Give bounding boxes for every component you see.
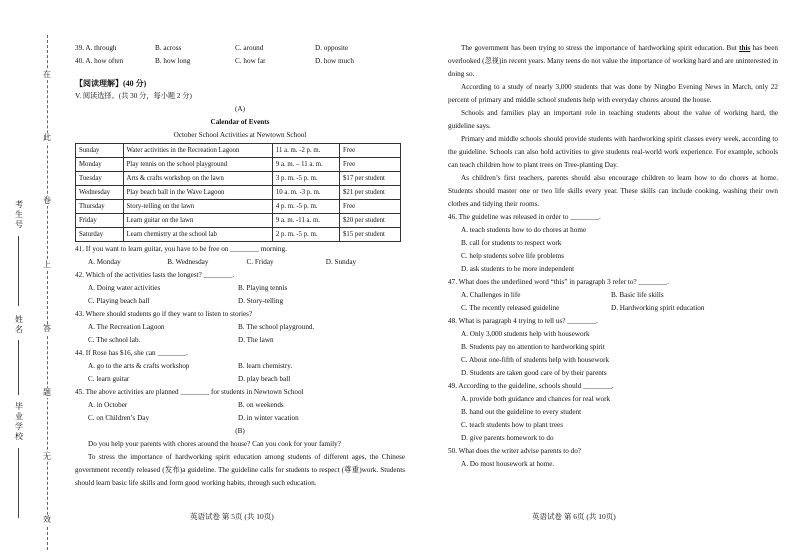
table-cell: Story-telling on the lawn bbox=[123, 200, 272, 214]
underlined-word: this bbox=[739, 44, 751, 52]
exam-number-label: 考生号 bbox=[15, 200, 23, 229]
option: C. About one-fifth of students help with housework bbox=[461, 356, 610, 364]
table-cell: Friday bbox=[76, 214, 124, 228]
option: B. Students pay no attention to hardworking spirit bbox=[461, 343, 605, 351]
option: D. The lawn bbox=[238, 336, 274, 344]
option: C. teach students how to plant trees bbox=[461, 421, 564, 429]
seal-char: 答 bbox=[43, 324, 51, 333]
question-48: 48. What is paragraph 4 trying to tell us? ________. bbox=[448, 317, 598, 325]
question-46: 46. The guideline was released in order to ________. bbox=[448, 213, 601, 221]
option: 40. A. how often bbox=[75, 57, 124, 65]
section-subtitle: V. 阅读选择。(共 30 分，每小题 2 分) bbox=[75, 92, 192, 100]
table-cell: 9 a. m. – 11 a. m. bbox=[272, 158, 339, 172]
table-cell: Tuesday bbox=[76, 172, 124, 186]
option: D. in winter vacation bbox=[238, 414, 299, 422]
table-cell: 3 p. m. -5 p. m. bbox=[272, 172, 339, 186]
name-line bbox=[18, 340, 19, 395]
option: D. Sunday bbox=[325, 258, 357, 266]
question-42-options bbox=[75, 282, 405, 295]
table-cell: Thursday bbox=[76, 200, 124, 214]
option: D. opposite bbox=[315, 44, 349, 52]
school-label: 毕业学校 bbox=[15, 402, 23, 441]
table-row bbox=[76, 158, 401, 172]
seal-char: 无 bbox=[43, 452, 51, 461]
table-row bbox=[76, 186, 401, 200]
question-43-options bbox=[75, 334, 405, 347]
table-cell: $17 per student bbox=[340, 172, 401, 186]
table-row bbox=[76, 228, 401, 242]
paragraph bbox=[448, 42, 778, 81]
option: B. Playing tennis bbox=[238, 284, 288, 292]
question-45-options bbox=[75, 399, 405, 412]
paragraph: Primary and middle schools should provide students with hardworking spirit classes every week, according to the guideline. Schools can also hold activities to give students real-world work experience. For example, schools can teach children how to plant trees on Tree-planting Day. bbox=[448, 135, 778, 169]
option: B. hand out the guideline to every student bbox=[461, 408, 582, 416]
option: A. Only 3,000 students help with housework bbox=[461, 330, 590, 338]
option: A. go to the arts & crafts workshop bbox=[88, 362, 190, 370]
calendar-title: Calendar of Events bbox=[210, 118, 270, 126]
table-cell: Water activities in the Recreation Lagoon bbox=[123, 144, 272, 158]
option: B. The school playground. bbox=[238, 323, 315, 331]
question-43: 43. Where should students go if they want to listen to stories? bbox=[75, 310, 253, 318]
question-49: 49. According to the guideline, schools should ________. bbox=[448, 382, 614, 390]
table-row bbox=[76, 214, 401, 228]
option: C. on Children’s Day bbox=[88, 414, 150, 422]
option: A. Monday bbox=[88, 258, 121, 266]
table-cell: Wednesday bbox=[76, 186, 124, 200]
table-cell: Monday bbox=[76, 158, 124, 172]
question-44: 44. If Rose has $16, she can ________. bbox=[75, 349, 188, 357]
option: D. Story-telling bbox=[238, 297, 284, 305]
table-cell: $20 per student bbox=[340, 214, 401, 228]
option: D. ask students to be more independent bbox=[461, 265, 575, 273]
seal-char: 卷 bbox=[43, 196, 51, 205]
seal-char: 此 bbox=[43, 133, 51, 142]
option: C. help students solve life problems bbox=[461, 252, 565, 260]
table-row bbox=[76, 172, 401, 186]
table-cell: Play beach ball in the Wave Lagoon bbox=[123, 186, 272, 200]
option: C. Friday bbox=[246, 258, 274, 266]
option: C. how far bbox=[235, 57, 266, 65]
table-cell: Saturday bbox=[76, 228, 124, 242]
table-row bbox=[76, 144, 401, 158]
option: C. Playing beach ball bbox=[88, 297, 150, 305]
table-cell: Free bbox=[340, 158, 401, 172]
table-cell: Play tennis on the school playground bbox=[123, 158, 272, 172]
exam-number-line bbox=[18, 236, 19, 306]
paragraph: Do you help your parents with chores around the house? Can you cook for your family? bbox=[88, 440, 341, 448]
name-label: 姓名 bbox=[15, 315, 23, 334]
option: D. how much bbox=[315, 57, 354, 65]
table-cell: Learn chemistry at the school lab bbox=[123, 228, 272, 242]
page-footer: 英语试卷 第 6页 (共 10页) bbox=[532, 512, 616, 521]
school-line bbox=[18, 448, 19, 518]
seal-dashed-line bbox=[47, 35, 48, 550]
question-45: 45. The above activities are planned ________ for students in Newtown School bbox=[75, 388, 304, 396]
paragraph: To stress the importance of hardworking spirit education among students of different ages, the Chinese government recently released (发布)a guideline. The guideline calls for students to respect (尊重)work. Students should learn basic life skills and form good working habits, through such education. bbox=[75, 453, 405, 487]
question-47-options bbox=[448, 289, 778, 302]
option: A. Challenges in life bbox=[461, 291, 521, 299]
text-run: has been overlooked (忽视)in recent years. Many teens do not value the importance of working hard and are uninterested in doing so. bbox=[448, 44, 778, 78]
binding-margin bbox=[0, 0, 62, 560]
table-cell: $15 per student bbox=[340, 228, 401, 242]
table-cell: $21 per student bbox=[340, 186, 401, 200]
option: B. learn chemistry. bbox=[238, 362, 293, 370]
option: A. provide both guidance and chances for real work bbox=[461, 395, 611, 403]
table-cell: Learn guitar on the lawn bbox=[123, 214, 272, 228]
option: D. play beach ball bbox=[238, 375, 291, 383]
option: D. Hardworking spirit education bbox=[611, 304, 705, 312]
option: D. Students are taken good care of by their parents bbox=[461, 369, 607, 377]
passage-a-label: (A) bbox=[235, 105, 245, 113]
option: B. Basic life skills bbox=[611, 291, 664, 299]
table-cell: 10 a. m. -3 p. m. bbox=[272, 186, 339, 200]
table-cell: 11 a. m. -2 p. m. bbox=[272, 144, 339, 158]
seal-char: 在 bbox=[43, 70, 51, 79]
option: B. how long bbox=[155, 57, 191, 65]
seal-char: 题 bbox=[43, 388, 51, 397]
table-cell: Arts & crafts workshop on the lawn bbox=[123, 172, 272, 186]
table-cell: Free bbox=[340, 144, 401, 158]
option: A. Do most housework at home. bbox=[461, 460, 555, 468]
option: C. around bbox=[235, 44, 264, 52]
calendar-subtitle: October School Activities at Newtown School bbox=[173, 131, 307, 139]
option: B. Wednesday bbox=[167, 258, 209, 266]
paragraph: As children’s first teachers, parents should also encourage children to learn how to do chores at home. Students should master one or two life skills every year. These skills can include cooking, washing their own clothes and tidying their rooms. bbox=[448, 174, 778, 208]
table-cell: 2 p. m. -5 p. m. bbox=[272, 228, 339, 242]
option: C. The recently released guideline bbox=[461, 304, 560, 312]
option: D. give parents homework to do bbox=[461, 434, 554, 442]
passage-b-label: (B) bbox=[235, 427, 245, 435]
option: 39. A. through bbox=[75, 44, 117, 52]
option: B. across bbox=[155, 44, 182, 52]
question-47-options bbox=[448, 302, 778, 315]
seal-char: 上 bbox=[43, 260, 51, 269]
question-44-options bbox=[75, 360, 405, 373]
page-footer: 英语试卷 第 5页 (共 10页) bbox=[190, 512, 274, 521]
question-50: 50. What does the writer advise parents to do? bbox=[448, 447, 581, 455]
question-42-options bbox=[75, 295, 405, 308]
section-title: 【阅读理解】(40 分) bbox=[75, 79, 147, 88]
option: B. on weekends bbox=[238, 401, 284, 409]
table-cell: 4 p. m. -5 p. m. bbox=[272, 200, 339, 214]
question-39-options bbox=[75, 42, 405, 55]
paragraph: Schools and families play an important role in teaching students about the value of working hard, the guideline says. bbox=[448, 109, 778, 130]
text-run: The government has been trying to stress the importance of hardworking spirit education. But bbox=[461, 44, 740, 52]
table-cell: Free bbox=[340, 200, 401, 214]
option: B. call for students to respect work bbox=[461, 239, 562, 247]
question-41-options bbox=[75, 256, 405, 269]
calendar-table bbox=[75, 143, 401, 242]
table-cell: 9 a. m. -11 a. m. bbox=[272, 214, 339, 228]
question-42: 42. Which of the activities lasts the longest? ________. bbox=[75, 271, 235, 279]
seal-char: 效 bbox=[43, 515, 51, 524]
option: C. learn guitar bbox=[88, 375, 130, 383]
option: C. The school lab. bbox=[88, 336, 141, 344]
question-43-options bbox=[75, 321, 405, 334]
option: A. Doing water activities bbox=[88, 284, 161, 292]
option: A. teach students how to do chores at home bbox=[461, 226, 587, 234]
paragraph: According to a study of nearly 3,000 students that was done by Ningbo Evening News in March, only 22 percent of primary and middle school students help with everyday chores around the house. bbox=[448, 83, 778, 104]
question-44-options bbox=[75, 373, 405, 386]
question-45-options bbox=[75, 412, 405, 425]
question-47: 47. What does the underlined word “this” in paragraph 3 refer to? ________. bbox=[448, 278, 670, 286]
option: A. in October bbox=[88, 401, 128, 409]
table-cell: Sunday bbox=[76, 144, 124, 158]
question-41: 41. If you want to learn guitar, you have to be free on ________ morning. bbox=[75, 245, 287, 253]
question-40-options bbox=[75, 55, 405, 68]
option: A. The Recreation Lagoon bbox=[88, 323, 165, 331]
table-row bbox=[76, 200, 401, 214]
page-5-column bbox=[75, 42, 405, 490]
page-6-column bbox=[448, 42, 778, 471]
